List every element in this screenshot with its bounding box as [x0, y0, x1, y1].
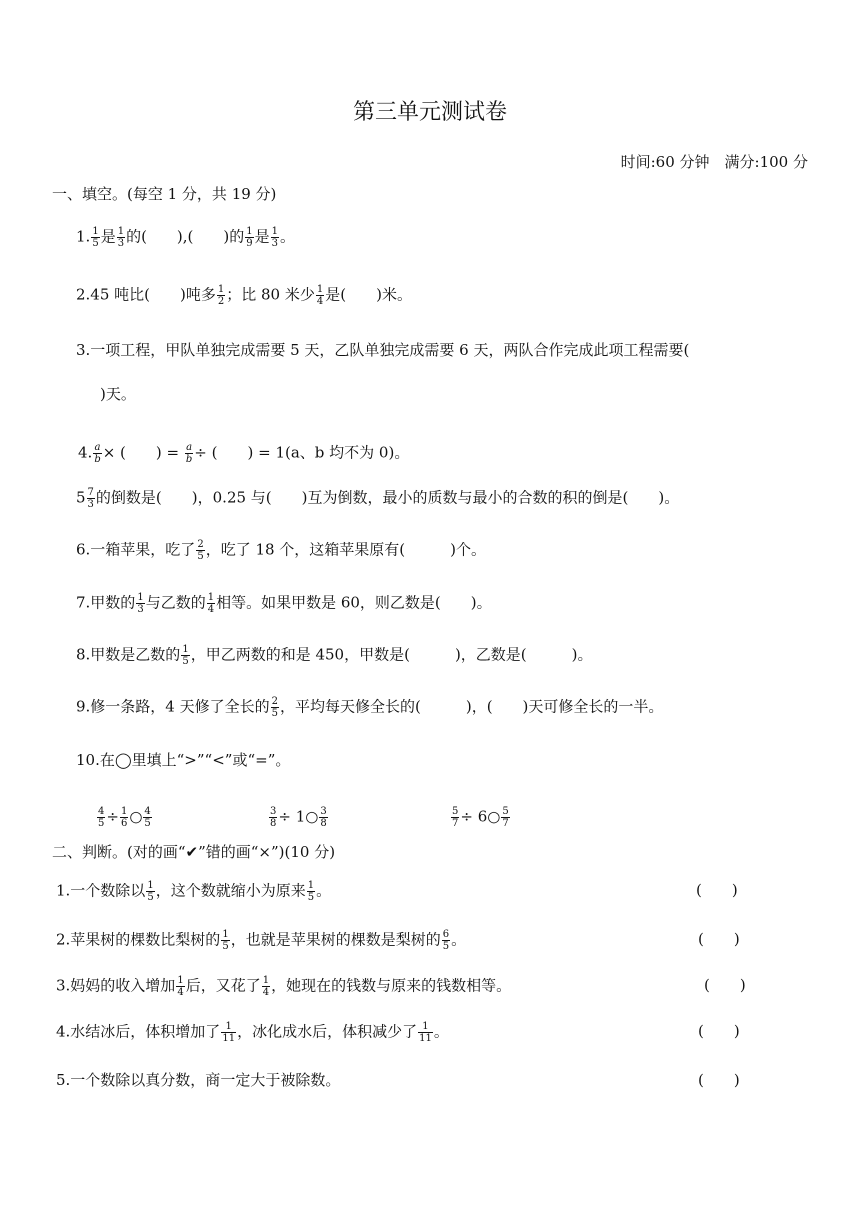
fraction-denominator: 7 — [502, 818, 509, 829]
question-3-line-1: 3.一项工程，甲队单独完成需要 5 天，乙队单独完成需要 6 天，两队合作完成此项工程需要( — [76, 341, 690, 359]
question-6 — [76, 539, 486, 562]
page-title: 第三单元测试卷 — [352, 100, 507, 125]
fraction-denominator: 11 — [222, 1033, 236, 1044]
question-text: ，甲乙两数的和是 450，甲数是( )，乙数是( )。 — [190, 645, 593, 664]
fraction-numerator: 7 — [87, 487, 94, 498]
fraction-numerator: 3 — [320, 806, 327, 817]
judge-3-answer-blank[interactable]: ( ) — [704, 976, 746, 994]
question-text: ○ — [129, 807, 143, 826]
fraction — [176, 975, 184, 998]
fraction-numerator: 1 — [271, 226, 279, 237]
fraction-numerator: 1 — [182, 644, 189, 655]
section-1-heading: 一、填空。(每空 1 分，共 19 分) — [52, 185, 277, 203]
fraction — [143, 806, 151, 829]
fraction-denominator: 5 — [182, 656, 189, 667]
fraction — [319, 806, 327, 829]
fraction-denominator: 5 — [271, 708, 278, 719]
fraction — [221, 1021, 236, 1044]
question-text: ，也就是苹果树的棵数是梨树的 — [230, 930, 441, 949]
fraction-numerator: 2 — [197, 539, 204, 550]
fraction — [269, 806, 277, 829]
fraction — [120, 806, 128, 829]
fraction — [93, 442, 101, 465]
question-4 — [78, 442, 409, 465]
question-text: ÷ — [106, 807, 119, 826]
judge-1-answer-blank[interactable]: ( ) — [696, 881, 738, 899]
fraction-numerator: a — [186, 442, 193, 453]
fraction-denominator: 5 — [222, 941, 229, 952]
fraction-denominator: 5 — [442, 941, 450, 952]
question-text: × ( ) = — [102, 443, 180, 462]
question-10: 10.在◯里填上“>”“<”或“=”。 — [76, 751, 291, 769]
question-text: 。 — [316, 881, 332, 900]
question-text: ，这个数就缩小为原来 — [155, 881, 306, 900]
fraction-numerator: 1 — [207, 592, 215, 603]
question-text: 是 — [254, 227, 270, 246]
judge-2-answer-blank[interactable]: ( ) — [698, 930, 740, 948]
judge-1 — [56, 880, 331, 903]
fraction-denominator: 4 — [262, 987, 270, 998]
question-1 — [76, 226, 295, 249]
fraction-denominator: 4 — [177, 987, 184, 998]
fraction-numerator: 1 — [177, 975, 184, 986]
fraction — [307, 880, 315, 903]
question-text: 。 — [451, 930, 467, 949]
question-9 — [76, 696, 663, 719]
fraction-denominator: 8 — [270, 818, 277, 829]
fraction-numerator: 1 — [262, 975, 270, 986]
fraction-denominator: b — [185, 454, 193, 465]
fraction — [271, 696, 279, 719]
fraction-numerator: 1 — [316, 284, 324, 295]
fraction-denominator: b — [94, 454, 101, 465]
question-text: 1. — [76, 227, 91, 246]
fraction-denominator: 11 — [419, 1033, 432, 1044]
fraction — [181, 644, 189, 667]
fraction-denominator: 3 — [271, 238, 279, 249]
question-text: (a、b 均不为 0)。 — [285, 443, 410, 462]
fraction — [196, 539, 204, 562]
question-text: 2.苹果树的棵数比梨树的 — [56, 930, 221, 949]
fraction — [217, 284, 225, 307]
question-text: 是( )米。 — [325, 285, 412, 304]
fraction — [418, 1021, 433, 1044]
fraction-numerator: 1 — [246, 226, 253, 237]
fraction-numerator: 1 — [222, 929, 229, 940]
fraction-denominator: 5 — [147, 892, 154, 903]
fraction-numerator: 1 — [418, 1021, 433, 1033]
question-text: 7.甲数的 — [76, 593, 136, 612]
fraction-numerator: 1 — [147, 880, 154, 891]
fraction — [271, 226, 279, 249]
fraction-denominator: 3 — [87, 499, 94, 510]
fraction-denominator: 4 — [316, 296, 324, 307]
fraction-numerator: 1 — [92, 226, 99, 237]
compare-expression-1 — [96, 806, 153, 829]
fraction — [207, 592, 215, 615]
fraction-numerator: 1 — [217, 284, 225, 295]
fraction-numerator: 1 — [120, 806, 128, 817]
fraction-numerator: 1 — [137, 592, 144, 603]
fraction-denominator: 5 — [307, 892, 315, 903]
fraction — [87, 487, 95, 510]
fraction-numerator: a — [94, 442, 101, 453]
question-text: 的倒数是( )，0.25 与( )互为倒数，最小的质数与最小的合数的积的倒是( )。 — [95, 488, 680, 507]
fraction — [501, 806, 509, 829]
fraction-numerator: 1 — [221, 1021, 236, 1033]
question-text: 8.甲数是乙数的 — [76, 645, 181, 664]
question-text: 5 — [76, 488, 86, 507]
fraction-denominator: 5 — [92, 238, 99, 249]
question-2 — [76, 284, 412, 307]
question-8 — [76, 644, 593, 667]
question-text: 与乙数的 — [145, 593, 206, 612]
exam-meta: 时间:60 分钟 满分:100 分 — [620, 153, 808, 171]
question-text: ，吃了 18 个，这箱苹果原有( )个。 — [205, 540, 487, 559]
fraction — [451, 806, 459, 829]
judge-5: 5.一个数除以真分数，商一定大于被除数。 — [56, 1071, 341, 1089]
fraction-denominator: 5 — [197, 551, 204, 562]
fraction — [245, 226, 253, 249]
judge-4 — [56, 1021, 449, 1044]
fraction-denominator: 5 — [98, 818, 105, 829]
question-text: 。 — [280, 227, 296, 246]
fraction — [146, 880, 154, 903]
question-text: 后，又花了 — [185, 976, 261, 995]
fraction — [91, 226, 99, 249]
question-text: ÷ ( ) = 1 — [194, 443, 285, 462]
question-text: 4.水结冰后，体积增加了 — [56, 1022, 221, 1041]
fraction-denominator: 4 — [207, 604, 215, 615]
fraction-denominator: 9 — [246, 238, 253, 249]
fraction-denominator: 2 — [217, 296, 225, 307]
judge-4-answer-blank[interactable]: ( ) — [698, 1022, 740, 1040]
fraction-numerator: 5 — [502, 806, 509, 817]
question-text: ，平均每天修全长的( )，( )天可修全长的一半。 — [280, 697, 664, 716]
fraction-denominator: 3 — [117, 238, 125, 249]
fraction-numerator: 1 — [307, 880, 315, 891]
question-text: 6.一箱苹果，吃了 — [76, 540, 196, 559]
fraction-numerator: 5 — [452, 806, 459, 817]
judge-2 — [56, 929, 466, 952]
fraction-numerator: 4 — [98, 806, 105, 817]
judge-3 — [56, 975, 511, 998]
fraction-numerator: 2 — [271, 696, 278, 707]
fraction-numerator: 1 — [117, 226, 125, 237]
fraction-denominator: 5 — [144, 818, 151, 829]
question-text: 。 — [433, 1022, 449, 1041]
compare-expression-3 — [450, 806, 511, 829]
fraction — [316, 284, 324, 307]
question-text: 4. — [78, 443, 93, 462]
question-text: 1.一个数除以 — [56, 881, 146, 900]
question-text: 2.45 吨比( )吨多 — [76, 285, 216, 304]
fraction-denominator: 8 — [320, 818, 327, 829]
fraction — [117, 226, 125, 249]
question-5 — [76, 487, 679, 510]
question-text: ，她现在的钱数与原来的钱数相等。 — [271, 976, 512, 995]
compare-expression-2 — [268, 806, 329, 829]
question-text: ，冰化成水后，体积减少了 — [237, 1022, 418, 1041]
fraction-denominator: 7 — [452, 818, 459, 829]
fraction — [97, 806, 105, 829]
question-text: 9.修一条路，4 天修了全长的 — [76, 697, 270, 716]
section-2-heading: 二、判断。(对的画“✔”错的画“×”)(10 分) — [52, 843, 336, 861]
question-text: ÷ 1○ — [278, 807, 319, 826]
fraction-denominator: 3 — [137, 604, 144, 615]
fraction — [136, 592, 144, 615]
fraction-numerator: 3 — [270, 806, 277, 817]
question-text: 是 — [100, 227, 116, 246]
fraction — [221, 929, 229, 952]
fraction — [262, 975, 270, 998]
question-3-line-2: )天。 — [100, 385, 136, 403]
question-text: ÷ 6○ — [460, 807, 501, 826]
question-text: 相等。如果甲数是 60，则乙数是( )。 — [216, 593, 492, 612]
judge-5-answer-blank[interactable]: ( ) — [698, 1071, 740, 1089]
question-text: 3.妈妈的收入增加 — [56, 976, 176, 995]
question-text: 的( ),( )的 — [126, 227, 245, 246]
fraction-numerator: 6 — [442, 929, 450, 940]
fraction-numerator: 4 — [144, 806, 151, 817]
fraction-denominator: 6 — [120, 818, 128, 829]
question-text: ；比 80 米少 — [226, 285, 315, 304]
question-7 — [76, 592, 492, 615]
fraction — [442, 929, 450, 952]
fraction — [185, 442, 193, 465]
